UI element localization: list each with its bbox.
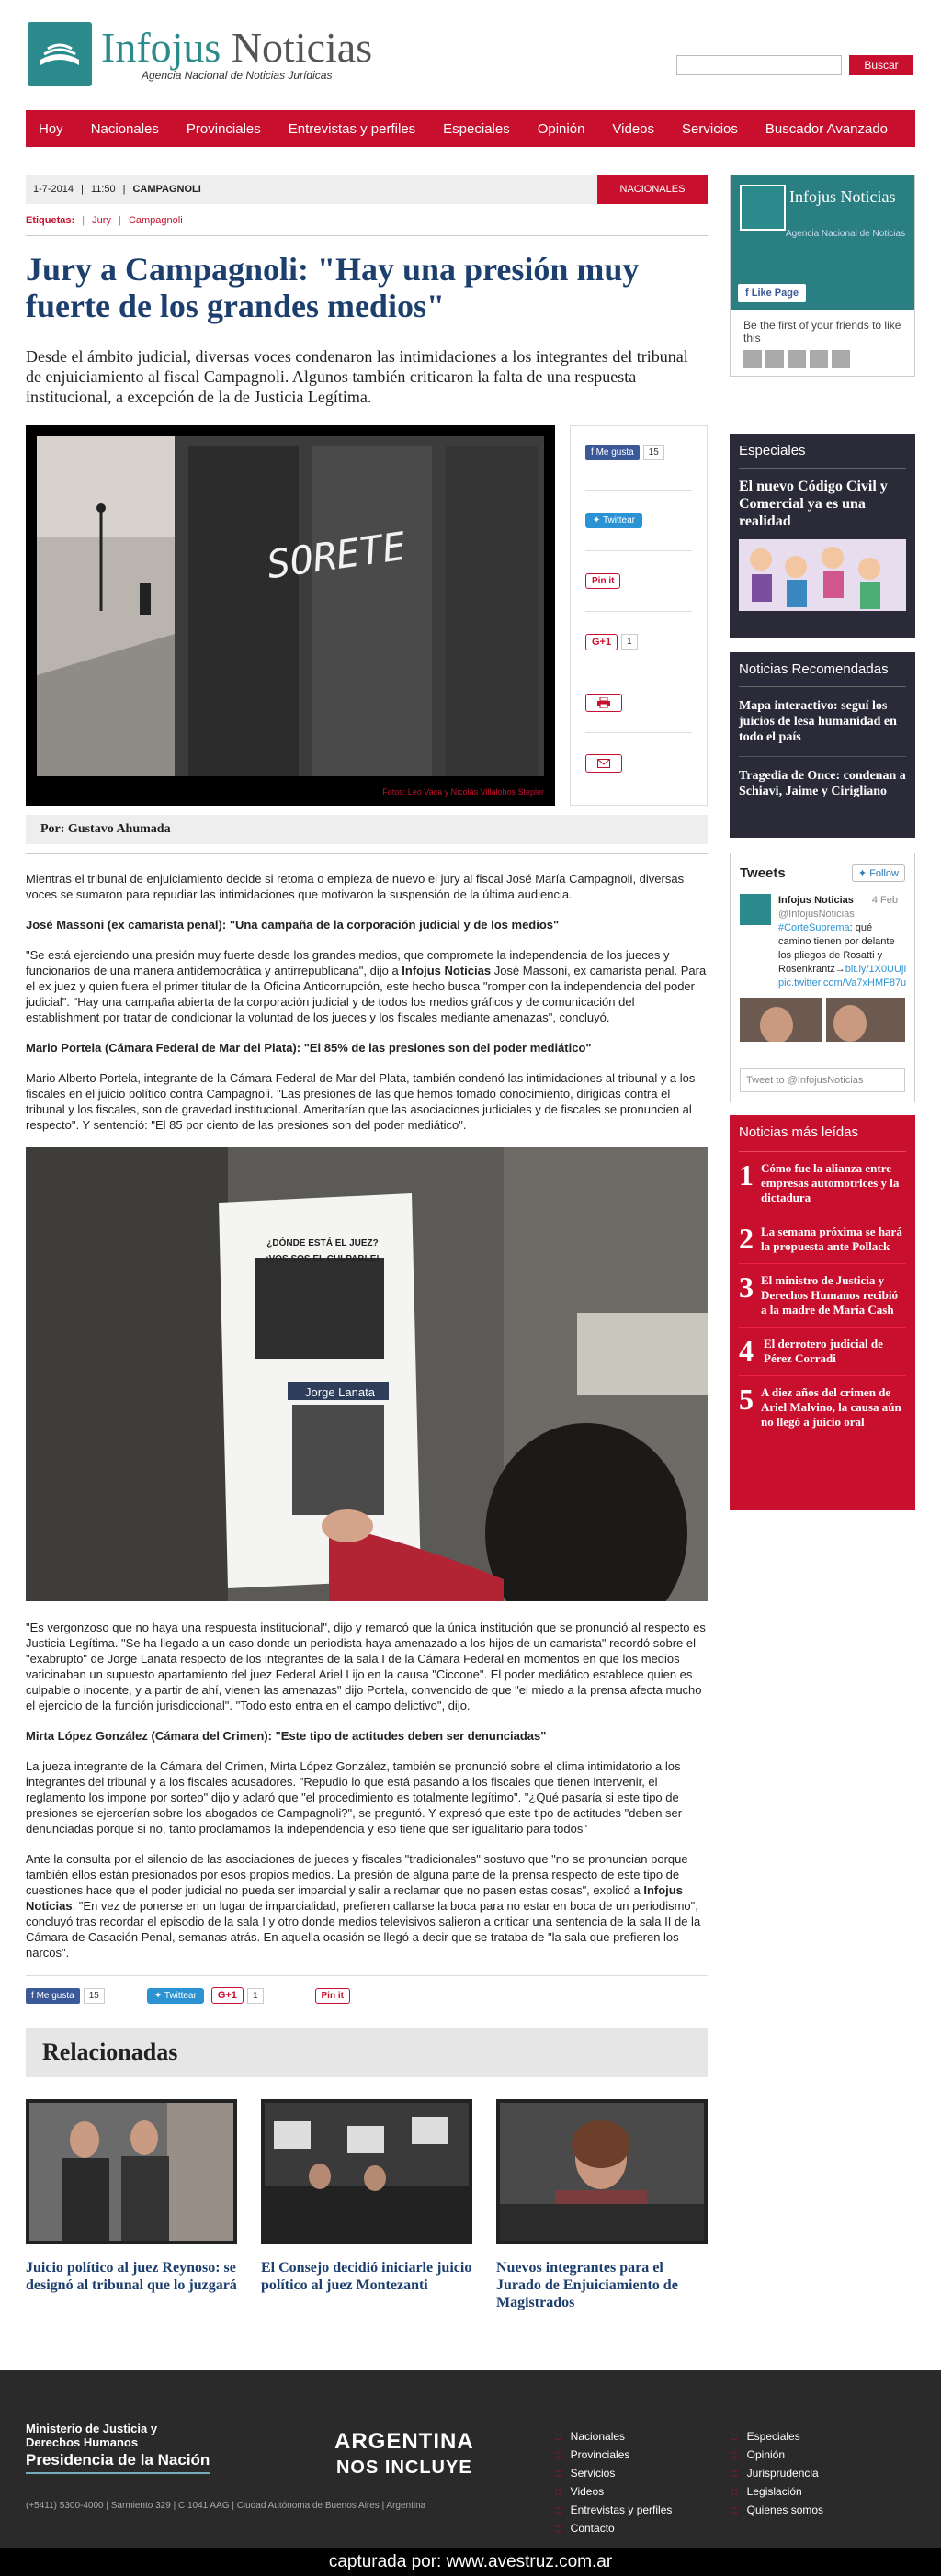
paragraph: Ante la consulta por el silencio de las asociaciones de jueces y fiscales "tradicionales" sostuvo que "no se pronuncian porque también ellos están presionados por esos propios medios. La presión de alguna parte de la prensa respecto de este tipo de cuestiones hace que el poder judicial no pueda ser imparcial y salir a reclamar que no pasen estas cosas", explicó a Infojus Noticias. "En vez de ponerse en un lugar de imparcialidad, prefieren callarse la boca para no estar en boca de un periodismo", concluyó tras recordar el episodio de la sala I y otro donde medios televisivos salieron a criticar una sentencia de la sala II de la Cámara de Casación Penal, semanas atrás. En aquella ocasión se llegó a decir que se trataba de "la sala que prefieren los narcos".: [26, 1852, 701, 1960]
related-thumb: [26, 2099, 237, 2244]
subheading: Mirta López González (Cámara del Crimen): "Este tipo de actitudes deben ser denunciadas": [26, 1729, 547, 1743]
article-author: Por: Gustavo Ahumada: [26, 815, 708, 844]
nav-item-opinion[interactable]: Opinión: [537, 120, 585, 137]
search-button[interactable]: Buscar: [849, 55, 913, 75]
rank-number: 1: [739, 1158, 754, 1192]
tweet-to-input[interactable]: Tweet to @InfojusNoticias: [740, 1068, 905, 1092]
article-location: CAMPAGNOLI: [132, 184, 201, 195]
tag-link[interactable]: Jury: [92, 215, 111, 226]
facebook-icon: f: [31, 1990, 37, 2001]
main-nav: [26, 110, 915, 147]
nav-item-entrevistas[interactable]: Entrevistas y perfiles: [288, 120, 416, 137]
nav-item-videos[interactable]: Videos: [612, 120, 655, 137]
related-item[interactable]: [496, 2099, 708, 2311]
article-tags: Etiquetas: | Jury | Campagnoli: [26, 215, 183, 226]
related-thumb: [261, 2099, 472, 2244]
footer-link[interactable]: :: Opinión: [731, 2448, 786, 2461]
tweet-image[interactable]: [740, 998, 905, 1042]
fb-friend-avatars: [743, 350, 901, 368]
sidebar: [730, 175, 915, 1510]
divider: [26, 853, 708, 854]
mas-leidas-label: Noticias más leídas: [739, 1124, 906, 1152]
tweets-label: Tweets: [740, 864, 786, 881]
facebook-count: 15: [84, 1988, 105, 2004]
poster-text-bottom: Jorge Lanata: [305, 1385, 375, 1399]
logo-book-icon: [28, 22, 92, 86]
related-title: Juicio político al juez Reynoso: se designó al tribunal que lo juzgará: [26, 2260, 237, 2293]
photo-caption: Fotos: Leo Vaca y Nicolás Villalobos Stepler: [382, 787, 544, 797]
tweet-author: Infojus Noticias: [778, 895, 854, 906]
footer-links-2: [731, 2427, 823, 2519]
recomendadas-box: [730, 652, 915, 838]
argentina-logo: ARGENTINA NOS INCLUYE: [334, 2429, 474, 2478]
related-thumb: [496, 2099, 708, 2244]
nav-item-especiales[interactable]: Especiales: [443, 120, 510, 137]
mas-leida-title: El derrotero judicial de Pérez Corradi: [764, 1337, 883, 1365]
facebook-like-button[interactable]: f Me gusta: [26, 1988, 80, 2004]
street-photo: [37, 436, 544, 776]
graffiti-text: SORETE: [264, 523, 409, 588]
mas-leida-title: La semana próxima se hará la propuesta ante Pollack: [761, 1225, 902, 1253]
fb-friends: [731, 310, 914, 376]
paragraph: La jueza integrante de la Cámara del Crimen, Mirta López González, también se pronunció sobre el clima intimidatorio a los integrantes del tribunal y a los fiscales acusadores. "Repudio lo que está pasando a los fiscales que tienen intervenir, el reglamento los impone por sorteo" dijo y aclaró que "el procedimiento es totalmente legítimo". "¿Qué pasaría si este tipo de presiones se ejercerían sobre los abogados de Campagnoli?", se preguntó. Y expresó que este tipo de actitudes "deben ser denunciadas porque si no, tanto proclamamos la independencia y eso tiene que ser igualitario para todos": [26, 1759, 683, 1836]
tag-link[interactable]: Campagnoli: [128, 215, 183, 226]
article-body: [26, 871, 708, 1960]
media-row: [26, 425, 708, 806]
recomendada-item[interactable]: Mapa interactivo: seguí los juicios de lesa humanidad en todo el país: [739, 687, 906, 757]
recomendada-item[interactable]: Tragedia de Once: condenan a Schiavi, Jaime y Cirigliano: [739, 769, 906, 798]
tweet-date: 4 Feb: [871, 895, 898, 906]
rank-number: 5: [739, 1383, 754, 1416]
mas-leida-item[interactable]: [739, 1328, 906, 1376]
article-column: [26, 175, 708, 2311]
footer-link[interactable]: :: Nacionales: [555, 2430, 626, 2443]
facebook-page-widget: [730, 175, 915, 377]
rank-number: 4: [739, 1334, 754, 1367]
mas-leida-title: El ministro de Justicia y Derechos Humanos recibió a la madre de María Cash: [761, 1273, 899, 1316]
google-plus-button[interactable]: G+1: [211, 1987, 244, 2004]
mas-leida-title: A diez años del crimen de Ariel Malvino, la causa aún no llegó a juicio oral: [761, 1385, 901, 1429]
article-date: 1-7-2014: [33, 184, 74, 195]
footer-link[interactable]: :: Quienes somos: [731, 2503, 824, 2516]
related-title: Nuevos integrantes para el Jurado de Enjuiciamiento de Magistrados: [496, 2260, 678, 2310]
subheading: José Massoni (ex camarista penal): "Una campaña de la corporación judicial y de los medios": [26, 918, 560, 932]
mas-leida-item[interactable]: [739, 1215, 906, 1264]
google-plus-count: 1: [621, 634, 638, 650]
printer-icon: [597, 697, 610, 708]
tweet[interactable]: [740, 894, 905, 990]
ministerio-logo[interactable]: [26, 2422, 210, 2474]
nav-item-nacionales[interactable]: Nacionales: [90, 120, 159, 137]
article-title: Jury a Campagnoli: "Hay una presión muy fuerte de los grandes medios": [26, 251, 640, 324]
google-plus-count: 1: [247, 1988, 264, 2004]
footer-link[interactable]: :: Provinciales: [555, 2448, 630, 2461]
ministerio-name: Ministerio de Justicia y Derechos Humanos: [26, 2422, 158, 2449]
footer-link[interactable]: :: Legislación: [731, 2485, 802, 2498]
fb-page-name: Infojus Noticias: [789, 187, 896, 206]
avatar: [765, 350, 784, 368]
facebook-page-cover[interactable]: [731, 175, 914, 310]
footer-links-1: [555, 2427, 672, 2537]
twitter-icon: ✦: [593, 515, 603, 525]
tweet-handle: @InfojusNoticias: [778, 909, 855, 920]
pinterest-button[interactable]: Pin it: [315, 1988, 350, 2004]
share-bar-bottom: [26, 1975, 708, 2015]
facebook-count: 15: [643, 445, 664, 460]
related-item[interactable]: [26, 2099, 237, 2311]
tweet-link[interactable]: bit.ly/1X0UUjI pic.twitter.com/Va7xHMF87u: [778, 964, 907, 989]
related-grid: [26, 2099, 708, 2311]
paragraph: "Se está ejerciendo una presión muy fuerte desde los grandes medios, que compromete la independencia de los jueces y funcionarios de una manera antidemocrática y antirrepublicana", dijo a Infojus Noticias José Massoni, ex camarista penal. Para el ex juez y quien fuera el primer titular de la Oficina Anticorrupción, este hecho busca "romper con la independencia del poder judicial". "Hay una campaña abierta de la corporación judicial y de todos los medios gráficos y de comunicación del establishment por tratar de condicionar la voluntad de los jueces y los fiscales mediante amenazas", concluyó.: [26, 948, 707, 1024]
protest-photo[interactable]: [26, 1147, 708, 1601]
twitter-icon: ✦: [857, 867, 870, 879]
section-badge[interactable]: NACIONALES: [597, 175, 708, 204]
envelope-icon: [597, 759, 610, 768]
related-title: El Consejo decidió iniciarle juicio político al juez Montezanti: [261, 2260, 472, 2293]
share-sidebar: [570, 425, 708, 806]
pinterest-button[interactable]: Pin it: [585, 573, 620, 589]
search-form: [676, 55, 913, 75]
footer-link[interactable]: :: Especiales: [731, 2430, 800, 2443]
subheading: Mario Portela (Cámara Federal de Mar del Plata): "El 85% de las presiones son del poder mediático": [26, 1041, 592, 1055]
twitter-icon: ✦: [153, 1990, 164, 2001]
rank-number: 3: [739, 1271, 754, 1304]
especiales-label: Especiales: [739, 443, 906, 469]
nav-item-servicios[interactable]: Servicios: [682, 120, 738, 137]
paragraph: Mientras el tribunal de enjuiciamiento decide si retoma o empieza de nuevo el jury al fiscal José María Campagnoli, diversas voces se sumaron para repudiar las intimidaciones que motivaron la suspensión de la última audiencia.: [26, 872, 685, 901]
poster-text-top: ¿DÓNDE ESTÁ EL JUEZ? ¡VOS SOS EL CULPABLE!: [266, 1238, 380, 1264]
page-logo-icon: [740, 185, 786, 231]
search-input[interactable]: [676, 55, 842, 75]
avatar: [788, 350, 806, 368]
twitter-follow-button[interactable]: ✦ Follow: [852, 864, 905, 882]
tweet-button[interactable]: ✦ Twittear: [147, 1988, 204, 2004]
footer-address: (+5411) 5300-4000 | Sarmiento 329 | C 1041 AAG | Ciudad Autónoma de Buenos Aires | Argentina: [26, 2501, 426, 2511]
especiales-box: [730, 434, 915, 638]
facebook-icon: f: [745, 288, 752, 299]
avatar: [740, 894, 771, 925]
especiales-image[interactable]: [739, 539, 906, 611]
footer-link[interactable]: :: Servicios: [555, 2467, 616, 2480]
logo-subtitle: Agencia Nacional de Noticias Jurídicas: [142, 69, 333, 82]
avatar: [810, 350, 828, 368]
logo-name-a: Infojus: [101, 24, 221, 71]
rank-number: 2: [739, 1222, 754, 1255]
twitter-widget: [730, 853, 915, 1102]
article-lead: Desde el ámbito judicial, diversas voces condenaron las intimidaciones a los integrantes del tribunal de enjuiciamiento al fiscal Campagnoli. Algunos también criticaron la falta de una respuesta institucional, a excepción de la de Justicia Legítima.: [26, 347, 688, 406]
google-plus-button[interactable]: G+1: [585, 634, 618, 650]
related-header: Relacionadas: [26, 2028, 708, 2077]
nav-item-provinciales[interactable]: Provinciales: [186, 120, 261, 137]
capture-watermark: capturada por: www.avestruz.com.ar: [0, 2548, 941, 2576]
site-header: [0, 0, 941, 101]
recomendadas-label: Noticias Recomendadas: [739, 661, 906, 687]
facebook-icon: f: [591, 447, 596, 458]
article-meta: 1-7-2014 | 11:50 | CAMPAGNOLI NACIONALES: [26, 175, 708, 204]
article-time: 11:50: [90, 184, 116, 195]
especiales-title[interactable]: El nuevo Código Civil y Comercial ya es una realidad: [739, 479, 888, 529]
tags-label: Etiquetas:: [26, 215, 75, 226]
avatar: [832, 350, 850, 368]
presidencia-name: Presidencia de la Nación: [26, 2451, 210, 2474]
print-button[interactable]: [585, 694, 622, 712]
tweet-button[interactable]: ✦ Twittear: [585, 513, 642, 528]
facebook-like-button[interactable]: f Me gusta: [585, 445, 640, 460]
email-button[interactable]: [585, 754, 622, 773]
paragraph: "Es vergonzoso que no haya una respuesta institucional", dijo y remarcó que la única institución que se pronunció al respecto es Justicia Legítima. "Se ha llegado a un caso donde un periodista haya amenazado a los hijos de un camarista" recordó sobre el "exabrupto" de Jorge Lanata respecto de los integrantes de la sala I de la Cámara Federal en momentos en que los medios vaticinaban un supuesto apartamiento del juez Federal Ariel Lijo en la causa "Ciccone". El poder mediático establece quien es culpable o inocente, y a partir de ahí, vienen las amenazas" dijo Portela, convencido de que "el miedo a la prensa afecta mucho el ejercicio de la función jurisdiccional". "Todo esto entra en el campo delictivo", dijo.: [26, 1621, 706, 1712]
mas-leida-item[interactable]: [739, 1264, 906, 1328]
footer-link[interactable]: :: Jurisprudencia: [731, 2467, 819, 2480]
tweet-hashtag[interactable]: #CorteSuprema: [778, 922, 850, 933]
logo-name-b: Noticias: [231, 24, 373, 71]
main-photo[interactable]: [26, 425, 555, 806]
site-logo[interactable]: [28, 22, 372, 86]
mas-leidas-box: [730, 1115, 915, 1510]
paragraph: Mario Alberto Portela, integrante de la Cámara Federal de Mar del Plata, también condenó las intimidaciones al tribunal y a los fiscales en el juicio político contra Campagnoli. "Las presiones de las que hemos tomado conocimiento, dirigidas contra el tribunal y los fiscales, son de gravedad institucional. Ameritarían que las asociaciones judiciales y de fiscales se pronuncien al respecto". Y sentenció: "El 85 por ciento de las presiones son del poder mediático".: [26, 1071, 696, 1132]
mas-leida-title: Cómo fue la alianza entre empresas automotrices y la dictadura: [761, 1161, 900, 1204]
avatar: [743, 350, 762, 368]
footer-link[interactable]: :: Contacto: [555, 2522, 615, 2535]
footer-link[interactable]: :: Videos: [555, 2485, 605, 2498]
site-footer: [0, 2370, 941, 2548]
footer-link[interactable]: :: Entrevistas y perfiles: [555, 2503, 673, 2516]
mas-leida-item[interactable]: [739, 1376, 906, 1439]
mas-leida-item[interactable]: [739, 1152, 906, 1215]
fb-friends-text: Be the first of your friends to like this: [743, 319, 901, 345]
tweet-text: : qué camino tienen por delante los pliegos de Rosatti y Rosenkrantz→: [778, 922, 895, 975]
nav-item-buscador[interactable]: Buscador Avanzado: [765, 120, 889, 137]
nav-item-hoy[interactable]: Hoy: [39, 120, 63, 137]
fb-like-page-button[interactable]: f Like Page: [738, 284, 806, 302]
fb-page-subtitle: Agencia Nacional de Noticias: [786, 229, 906, 239]
related-item[interactable]: [261, 2099, 472, 2311]
divider: [26, 235, 708, 236]
